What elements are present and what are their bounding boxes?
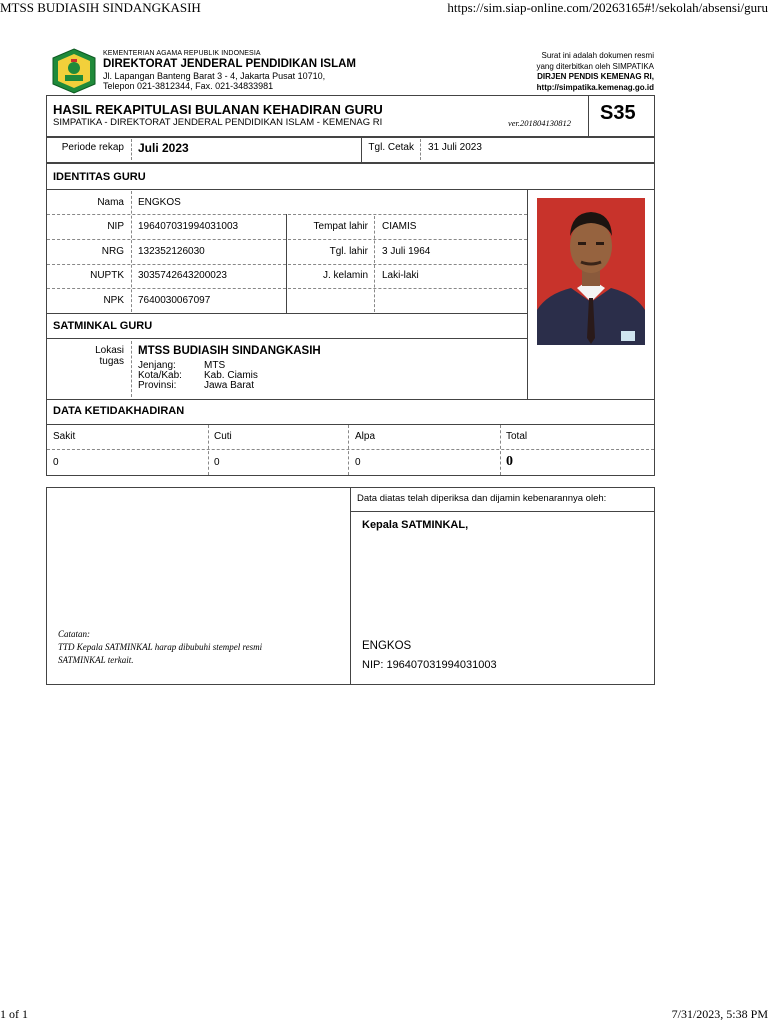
total-value: 0 (506, 454, 513, 469)
absence-header-rule (47, 449, 654, 450)
row-rule (47, 239, 527, 240)
leave-label: Cuti (214, 431, 232, 442)
right-label-divider (374, 216, 375, 312)
photo-column-divider (527, 189, 528, 399)
school-name: MTSS BUDIASIH SINDANGKASIH (138, 345, 321, 357)
official-notice-line-4: http://simpatika.kemenag.go.id (536, 82, 654, 92)
row-rule (47, 313, 527, 314)
signer-name: ENGKOS (362, 640, 412, 652)
label-column-divider (131, 191, 132, 312)
period-label: Periode rekap (61, 142, 124, 153)
print-header-title: MTSS BUDIASIH SINDANGKASIH (0, 0, 201, 15)
print-date-label: Tgl. Cetak (368, 142, 414, 153)
teacher-photo-icon (537, 198, 645, 345)
print-footer-page: 1 of 1 (0, 1007, 28, 1021)
name-value: ENGKOS (138, 197, 181, 208)
nuptk-value: 3035742643200023 (138, 270, 227, 281)
location-label-line-2: tugas (99, 356, 124, 367)
official-notice-line-1: Surat ini adalah dokumen resmi (541, 51, 654, 60)
absence-section-title: DATA KETIDAKHADIRAN (53, 405, 185, 417)
period-divider (131, 139, 132, 160)
npk-label: NPK (103, 295, 124, 306)
birthplace-label: Tempat lahir (313, 221, 368, 232)
middle-column-divider (286, 214, 287, 313)
sick-value: 0 (53, 457, 59, 468)
birthdate-value: 3 Juli 1964 (382, 246, 431, 257)
nip-value: 196407031994031003 (138, 221, 239, 232)
gender-label: J. kelamin (322, 270, 368, 281)
absence-col-divider (208, 425, 209, 475)
alpha-label: Alpa (355, 431, 376, 442)
ministry-name: KEMENTERIAN AGAMA REPUBLIK INDONESIA (103, 50, 261, 57)
teacher-photo (537, 198, 645, 345)
address-line-1: Jl. Lapangan Banteng Barat 3 - 4, Jakarta Pusat 10710, (103, 71, 326, 81)
absence-col-divider (348, 425, 349, 475)
location-label-line-1: Lokasi (95, 345, 124, 356)
note-line-2: SATMINKAL terkait. (58, 655, 134, 665)
note-block (58, 628, 262, 667)
nrg-value: 132352126030 (138, 246, 205, 257)
satminkal-section-rule (47, 338, 527, 339)
head-title: Kepala SATMINKAL, (362, 519, 469, 531)
birthplace-value: CIAMIS (382, 221, 417, 232)
province-value: Jawa Barat (204, 380, 255, 391)
print-header-url: https://sim.siap-online.com/20263165#!/sekolah/absensi/guru (447, 0, 768, 15)
absence-section-rule (47, 424, 654, 425)
address-line-2: Telepon 021-3812344, Fax. 021-34833981 (103, 81, 274, 91)
satminkal-label-divider (131, 341, 132, 397)
leave-value: 0 (214, 457, 220, 468)
directorate-name: DIREKTORAT JENDERAL PENDIDIKAN ISLAM (103, 58, 357, 70)
note-title: Catatan: (58, 629, 91, 639)
sick-label: Sakit (53, 431, 76, 442)
absence-col-divider (500, 425, 501, 475)
report-code: S35 (600, 102, 636, 124)
code-divider (588, 96, 589, 137)
level-label: Jenjang: (138, 360, 176, 371)
name-label: Nama (97, 197, 124, 208)
absence-top-rule (47, 399, 654, 400)
print-divider (420, 139, 421, 160)
location-label (50, 345, 124, 367)
province-label: Provinsi: (138, 380, 177, 391)
report-title: HASIL REKAPITULASI BULANAN KEHADIRAN GURU (53, 102, 383, 117)
signer-nip: NIP: 196407031994031003 (362, 659, 497, 671)
total-label: Total (506, 431, 528, 442)
official-notice-line-3: DIRJEN PENDIS KEMENAG RI, (537, 72, 654, 81)
official-notice (536, 51, 654, 93)
report-subtitle: SIMPATIKA - DIREKTORAT JENDERAL PENDIDIKAN ISLAM - KEMENAG RI (53, 117, 383, 128)
identity-section-title: IDENTITAS GURU (53, 171, 146, 183)
signature-divider (350, 488, 351, 684)
row-rule (47, 214, 527, 215)
city-label: Kota/Kab: (138, 370, 182, 381)
signature-header-rule (351, 511, 654, 512)
identity-section-rule (47, 189, 654, 190)
period-value: Juli 2023 (138, 141, 189, 155)
birthdate-label: Tgl. lahir (329, 246, 368, 257)
print-date-value: 31 Juli 2023 (428, 142, 482, 153)
official-notice-line-2: yang diterbitkan oleh SIMPATIKA (536, 61, 654, 71)
print-footer-datetime: 7/31/2023, 5:38 PM (671, 1007, 768, 1021)
city-value: Kab. Ciamis (204, 370, 258, 381)
note-line-1: TTD Kepala SATMINKAL harap dibubuhi stempel resmi (58, 642, 263, 652)
report-version: ver.201804130812 (508, 118, 572, 128)
nip-label: NIP (107, 221, 124, 232)
alpha-value: 0 (355, 457, 361, 468)
satminkal-section-title: SATMINKAL GURU (53, 320, 153, 332)
level-value: MTS (204, 360, 226, 371)
row-rule (47, 264, 527, 265)
row-rule (47, 288, 527, 289)
nrg-label: NRG (101, 246, 124, 257)
kemenag-logo-icon (51, 48, 97, 94)
nuptk-label: NUPTK (90, 270, 124, 281)
npk-value: 7640030067097 (138, 295, 211, 306)
verification-text: Data diatas telah diperiksa dan dijamin kebenarannya oleh: (357, 493, 607, 504)
gender-value: Laki-laki (382, 270, 419, 281)
